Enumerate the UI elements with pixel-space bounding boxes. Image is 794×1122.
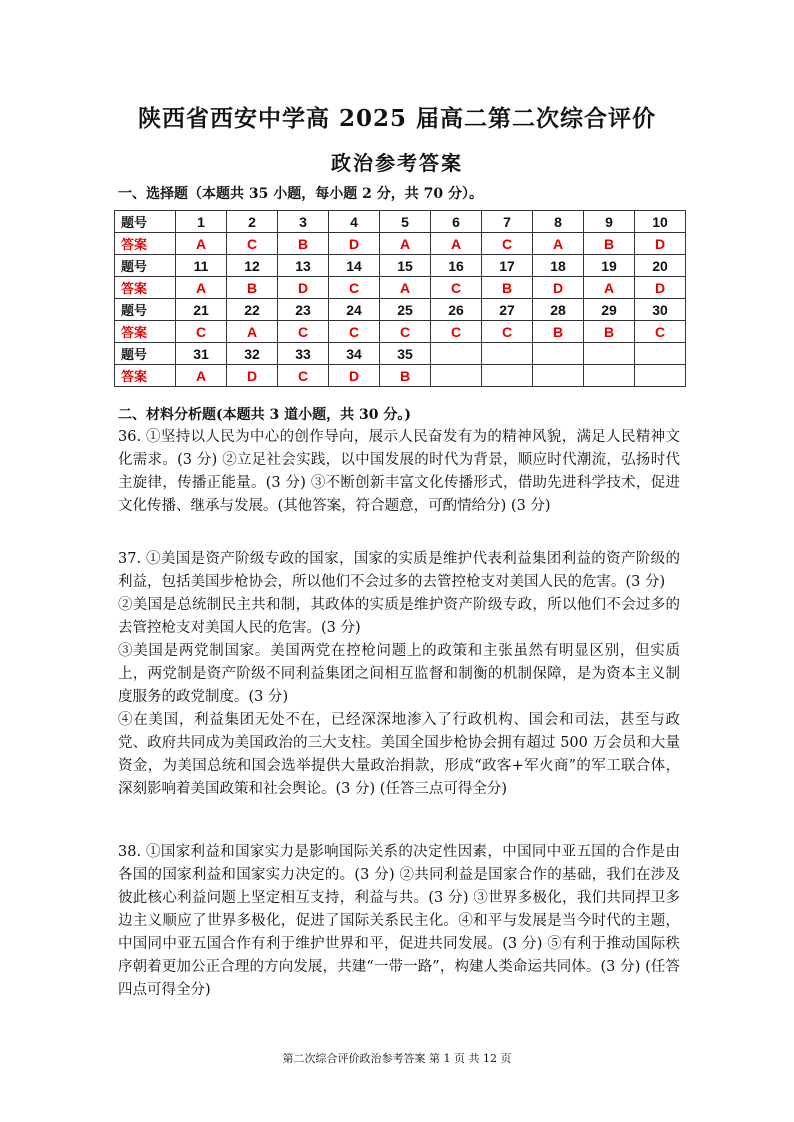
answer-38-text: 38. ①国家利益和国家实力是影响国际关系的决定性因素，中国同中亚五国的合作是由各国的国家利益和国家实力决定的。(3 分) ②共同利益是国家合作的基础，我们在涉及彼此核心利益问题上坚定相互支持，利益与共。(3 分) ③世界多极化，我们共同捍卫多边主义顺应了世界多极化，促进了国际关系民主化。④和平与发展是当今时代的主题，中国同中亚五国合作有利于维护世界和平，促进共同发展。(3 分) ⑤有利于推动国际秩序朝着更加公正合理的方向发展，共建“一带一路”，构建人类命运共同体。(3 分) (任答四点可得全分) (118, 844, 680, 998)
answer-row-cell: D (533, 277, 584, 299)
question-number-row-cell: 21 (176, 299, 227, 321)
answer-row-cell: A (380, 233, 431, 255)
question-number-row-cell: 28 (533, 299, 584, 321)
answer-row-cell: A (176, 365, 227, 387)
question-number-row-cell (482, 343, 533, 365)
question-number-row-cell: 7 (482, 211, 533, 233)
answer-row-cell: D (278, 277, 329, 299)
answer-row-cell: A (380, 277, 431, 299)
answer-row-cell: C (227, 233, 278, 255)
question-number-row-label: 题号 (115, 255, 176, 277)
answer-row-cell: C (431, 277, 482, 299)
question-number-row-cell: 5 (380, 211, 431, 233)
question-number-row-cell: 22 (227, 299, 278, 321)
question-number-row-cell: 9 (584, 211, 635, 233)
answer-37-point-1: 37. ①美国是资产阶级专政的国家，国家的实质是维护代表利益集团利益的资产阶级的利益，包括美国步枪协会，所以他们不会过多的去管控枪支对美国人民的危害。(3 分) (118, 551, 680, 590)
answer-37-point-4: ④在美国，利益集团无处不在，已经深深地渗入了行政机构、国会和司法，甚至与政党、政府共同成为美国政治的三大支柱。美国全国步枪协会拥有超过 500 万会员和大量资金，为美国总统和国会选举提供大量政治捐款，形成“政客+军火商”的军工联合体，深刻影响着美国政策和社会舆论。(3 分) (任答三点可得全分) (118, 712, 680, 797)
question-number-row-cell: 19 (584, 255, 635, 277)
question-number-row (115, 343, 686, 365)
question-number-row-cell: 2 (227, 211, 278, 233)
question-number-row (115, 299, 686, 321)
answer-row-cell: B (380, 365, 431, 387)
question-number-row-cell: 27 (482, 299, 533, 321)
question-number-row-cell: 34 (329, 343, 380, 365)
page-subtitle: 政治参考答案 (331, 151, 463, 175)
question-number-row-label: 题号 (115, 343, 176, 365)
question-number-row-cell: 23 (278, 299, 329, 321)
question-number-row-cell: 1 (176, 211, 227, 233)
answer-row-cell: C (482, 321, 533, 343)
page-title: 陕西省西安中学高 2025 届高二第二次综合评价 (137, 105, 657, 132)
answer-row-cell: D (635, 277, 686, 299)
answer-row-cell: D (227, 365, 278, 387)
answer-38 (118, 841, 680, 1002)
question-number-row-cell: 17 (482, 255, 533, 277)
question-number-row-cell: 6 (431, 211, 482, 233)
question-number-row-cell (431, 343, 482, 365)
answer-row-cell: B (482, 277, 533, 299)
answer-row-label: 答案 (115, 277, 176, 299)
answer-row-cell (431, 365, 482, 387)
answer-36 (118, 426, 680, 518)
answer-row-cell: B (227, 277, 278, 299)
answer-row-cell: D (329, 365, 380, 387)
question-number-row-cell: 32 (227, 343, 278, 365)
answer-row-cell: A (176, 233, 227, 255)
question-number-row-cell: 24 (329, 299, 380, 321)
answer-row-cell (584, 365, 635, 387)
question-number-row-cell: 16 (431, 255, 482, 277)
question-number-row-cell: 25 (380, 299, 431, 321)
answer-row-cell: C (380, 321, 431, 343)
question-number-row-cell (635, 343, 686, 365)
question-number-row-label: 题号 (115, 211, 176, 233)
answer-row-cell: A (227, 321, 278, 343)
question-number-row-cell: 8 (533, 211, 584, 233)
answer-row-label: 答案 (115, 321, 176, 343)
answer-row-cell: D (635, 233, 686, 255)
answer-row-cell: C (278, 321, 329, 343)
question-number-row-cell: 13 (278, 255, 329, 277)
answer-row-cell: C (329, 321, 380, 343)
question-number-row-cell: 26 (431, 299, 482, 321)
question-number-row (115, 255, 686, 277)
answer-row-cell: B (584, 321, 635, 343)
answer-row-cell: A (584, 277, 635, 299)
answer-row (115, 277, 686, 299)
section1-heading: 一、选择题（本题共 35 小题，每小题 2 分，共 70 分）。 (118, 186, 483, 202)
answer-row-cell (635, 365, 686, 387)
answer-row-cell: B (533, 321, 584, 343)
question-number-row-cell (533, 343, 584, 365)
question-number-row-cell: 33 (278, 343, 329, 365)
answer-row-cell: C (431, 321, 482, 343)
answer-row (115, 321, 686, 343)
question-number-row-cell: 10 (635, 211, 686, 233)
question-number-row-cell: 14 (329, 255, 380, 277)
answer-37 (118, 548, 680, 801)
answer-row-cell: A (176, 277, 227, 299)
answer-row-cell: B (584, 233, 635, 255)
question-number-row-cell: 15 (380, 255, 431, 277)
question-number-row-cell: 3 (278, 211, 329, 233)
answer-table (114, 210, 686, 387)
answer-36-text: 36. ①坚持以人民为中心的创作导向，展示人民奋发有为的精神风貌，满足人民精神文化需求。(3 分) ②立足社会实践，以中国发展的时代为背景，顺应时代潮流，弘扬时代主旋律，传播正能量。(3 分) ③不断创新丰富文化传播形式，借助先进科学技术，促进文化传播、继承与发展。(其他答案，符合题意，可酌情给分) (3 分) (118, 429, 680, 514)
answer-row (115, 233, 686, 255)
answer-37-point-2: ②美国是总统制民主共和制，其政体的实质是维护资产阶级专政，所以他们不会过多的去管控枪支对美国人民的危害。(3 分) (118, 597, 680, 636)
answer-row-label: 答案 (115, 365, 176, 387)
question-number-row-cell: 12 (227, 255, 278, 277)
question-number-row-cell: 20 (635, 255, 686, 277)
answer-row-cell: A (431, 233, 482, 255)
question-number-row-cell: 31 (176, 343, 227, 365)
answer-row-cell: D (329, 233, 380, 255)
section2-heading: 二、材料分析题(本题共 3 道小题，共 30 分。) (118, 407, 411, 423)
answer-row-cell: C (482, 233, 533, 255)
answer-row (115, 365, 686, 387)
answer-row-cell (533, 365, 584, 387)
answer-row-cell (482, 365, 533, 387)
page-footer: 第二次综合评价政治参考答案 第 1 页 共 12 页 (282, 1052, 512, 1065)
question-number-row (115, 211, 686, 233)
answer-row-cell: B (278, 233, 329, 255)
answer-37-point-3: ③美国是两党制国家。美国两党在控枪问题上的政策和主张虽然有明显区别，但实质上，两党制是资产阶级不同利益集团之间相互监督和制衡的机制保障，是为资本主义制度服务的政党制度。(3 分) (118, 643, 680, 705)
answer-row-cell: C (635, 321, 686, 343)
question-number-row-cell: 11 (176, 255, 227, 277)
answer-row-cell: C (176, 321, 227, 343)
question-number-row-cell: 18 (533, 255, 584, 277)
answer-row-cell: C (329, 277, 380, 299)
question-number-row-cell: 4 (329, 211, 380, 233)
question-number-row-cell: 35 (380, 343, 431, 365)
question-number-row-cell (584, 343, 635, 365)
question-number-row-cell: 30 (635, 299, 686, 321)
question-number-row-cell: 29 (584, 299, 635, 321)
answer-row-cell: C (278, 365, 329, 387)
answer-row-label: 答案 (115, 233, 176, 255)
answer-row-cell: A (533, 233, 584, 255)
question-number-row-label: 题号 (115, 299, 176, 321)
